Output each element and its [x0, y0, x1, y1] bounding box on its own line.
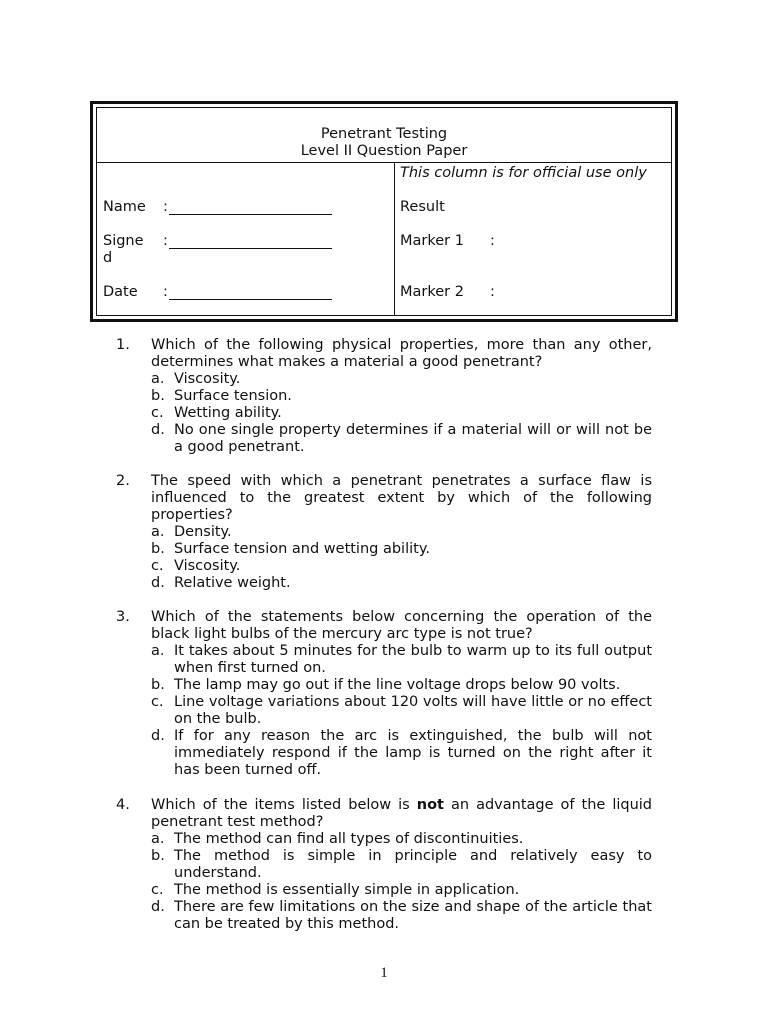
- question-number: 2.: [116, 473, 130, 489]
- option-c: [151, 694, 652, 728]
- page-number: 1: [380, 965, 388, 981]
- marker2-label: Marker 2: [400, 284, 464, 300]
- option-text: There are few limitations on the size and shape of the article that can be treated by this method.: [174, 899, 652, 932]
- option-a: [151, 524, 652, 541]
- question-stem: Which of the following physical properties, more than any other, determines what makes a material a good penetrant?: [151, 337, 652, 370]
- date-label: Date: [103, 284, 138, 300]
- option-b: [151, 848, 652, 882]
- option-letter: c.: [151, 694, 164, 710]
- option-a: [151, 831, 652, 848]
- option-text: The method can find all types of discontinuities.: [174, 831, 524, 847]
- signed-field[interactable]: [169, 248, 332, 249]
- option-b: [151, 541, 652, 558]
- option-letter: d.: [151, 575, 165, 591]
- option-text: No one single property determines if a material will or will not be a good penetrant.: [174, 422, 652, 455]
- date-field[interactable]: [169, 299, 332, 300]
- name-colon: :: [163, 199, 168, 215]
- option-b: [151, 677, 652, 694]
- option-text: Viscosity.: [174, 558, 241, 574]
- name-field[interactable]: [169, 214, 332, 215]
- stem-after: an advantage of the liquid penetrant test method?: [151, 797, 653, 830]
- option-letter: a.: [151, 831, 165, 847]
- option-text: The method is essentially simple in application.: [174, 882, 520, 898]
- stem-emphasis: not: [416, 797, 444, 813]
- signed-label-a: Signe: [103, 233, 144, 249]
- option-letter: c.: [151, 558, 164, 574]
- title-line-2: Level II Question Paper: [300, 143, 468, 159]
- header-box-inner: [96, 107, 672, 316]
- option-d: [151, 575, 652, 592]
- stem-before: Which of the items listed below is: [151, 797, 410, 813]
- option-text: Surface tension.: [174, 388, 292, 404]
- question-number: 1.: [116, 337, 130, 353]
- option-c: [151, 558, 652, 575]
- option-letter: a.: [151, 371, 165, 387]
- option-letter: d.: [151, 422, 165, 438]
- marker2-colon: :: [490, 284, 495, 300]
- option-list: [151, 643, 652, 779]
- option-text: Viscosity.: [174, 371, 241, 387]
- option-b: [151, 388, 652, 405]
- option-list: [151, 371, 652, 456]
- option-letter: b.: [151, 677, 165, 693]
- option-letter: a.: [151, 524, 165, 540]
- title-line-1: Penetrant Testing: [320, 126, 448, 142]
- official-use-note: This column is for official use only: [400, 165, 647, 181]
- name-label: Name: [103, 199, 146, 215]
- option-text: Wetting ability.: [174, 405, 282, 421]
- question-stem: [151, 797, 652, 831]
- question-number: 4.: [116, 797, 130, 813]
- option-letter: b.: [151, 388, 165, 404]
- option-list: [151, 524, 652, 592]
- option-a: [151, 371, 652, 388]
- option-letter: a.: [151, 643, 165, 659]
- question-1: [116, 337, 652, 456]
- option-text: Relative weight.: [174, 575, 291, 591]
- question-2: [116, 473, 652, 592]
- option-c: [151, 405, 652, 422]
- marker1-label: Marker 1: [400, 233, 464, 249]
- question-3: [116, 609, 652, 779]
- option-text: The method is simple in principle and relatively easy to understand.: [174, 848, 652, 881]
- option-list: [151, 831, 652, 933]
- signed-colon: :: [163, 233, 168, 249]
- option-text: If for any reason the arc is extinguished, the bulb will not immediately respond if the lamp is turned on the right after it has been turned off.: [174, 728, 652, 778]
- question-stem: Which of the statements below concerning the operation of the black light bulbs of the mercury arc type is not true?: [151, 609, 652, 642]
- signed-label-b: d: [103, 250, 113, 266]
- header-box: [90, 101, 678, 322]
- option-letter: c.: [151, 405, 164, 421]
- marker1-colon: :: [490, 233, 495, 249]
- option-text: The lamp may go out if the line voltage drops below 90 volts.: [174, 677, 621, 693]
- header-divider: [97, 162, 671, 163]
- date-colon: :: [163, 284, 168, 300]
- option-text: Density.: [174, 524, 232, 540]
- option-text: It takes about 5 minutes for the bulb to warm up to its full output when first turned on.: [174, 643, 652, 676]
- option-d: [151, 728, 652, 779]
- paper-title: [97, 126, 671, 160]
- option-letter: b.: [151, 541, 165, 557]
- option-d: [151, 899, 652, 933]
- option-letter: d.: [151, 728, 165, 744]
- question-stem: The speed with which a penetrant penetrates a surface flaw is influenced to the greatest extent by which of the following properties?: [151, 473, 652, 523]
- option-c: [151, 882, 652, 899]
- column-divider: [394, 162, 395, 315]
- option-d: [151, 422, 652, 456]
- option-text: Line voltage variations about 120 volts will have little or no effect on the bulb.: [174, 694, 652, 727]
- option-letter: b.: [151, 848, 165, 864]
- option-a: [151, 643, 652, 677]
- question-4: [116, 797, 652, 933]
- option-letter: c.: [151, 882, 164, 898]
- option-letter: d.: [151, 899, 165, 915]
- result-label: Result: [400, 199, 445, 215]
- question-number: 3.: [116, 609, 130, 625]
- option-text: Surface tension and wetting ability.: [174, 541, 430, 557]
